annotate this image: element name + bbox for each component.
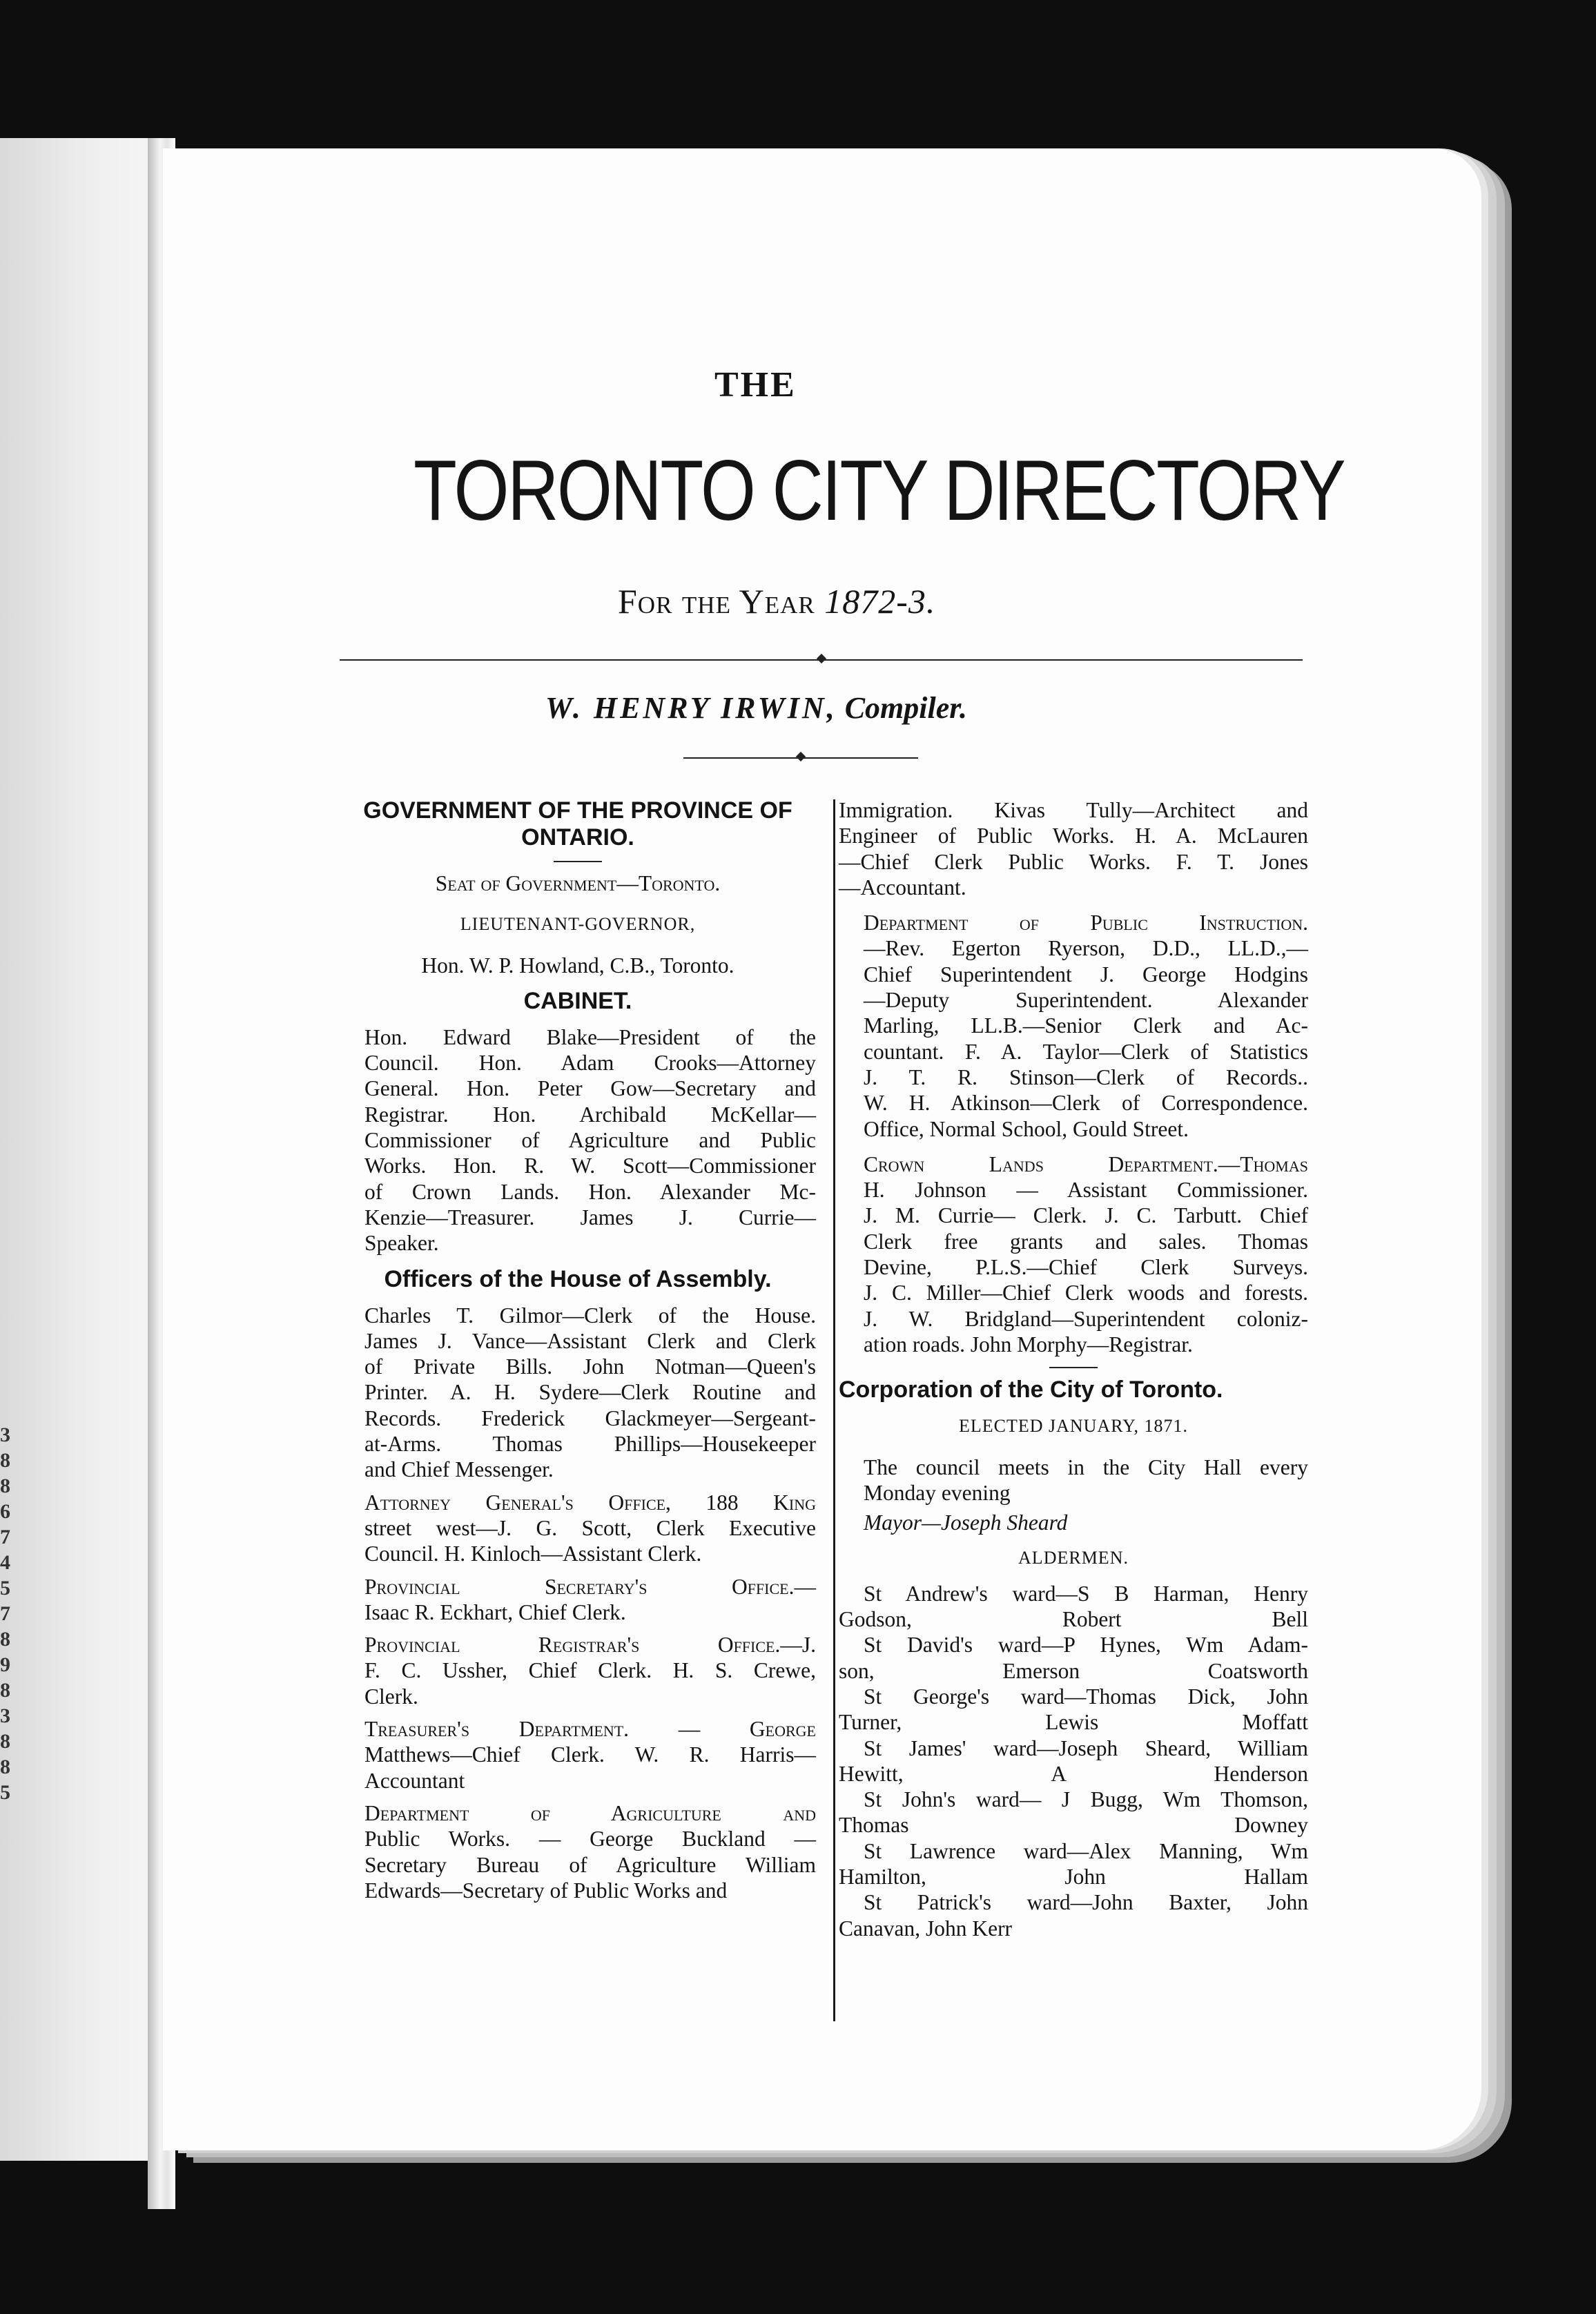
text-line: Thomas Downey <box>839 1813 1308 1838</box>
text-line: Accountant <box>364 1768 465 1793</box>
text-line: street west—J. G. Scott, Clerk Executive <box>364 1515 816 1540</box>
text-line: Turner, Lewis Moffatt <box>839 1710 1308 1735</box>
text-line: Isaac R. Eckhart, Chief Clerk. <box>364 1600 626 1624</box>
text-line: and Chief Messenger. <box>364 1457 554 1482</box>
compiler-line <box>545 690 967 726</box>
text-line: Matthews—Chief Clerk. W. R. Harris— <box>364 1742 816 1767</box>
mayor-text: Mayor—Joseph Sheard <box>864 1510 1068 1535</box>
text-line: —Rev. Egerton Ryerson, D.D., LL.D.,— <box>864 936 1308 961</box>
text-line: Clerk. <box>364 1684 418 1709</box>
edge-number: 8 <box>0 1628 10 1651</box>
crown-lands-department <box>839 1151 1308 1357</box>
mayor <box>839 1506 1308 1535</box>
text-line: son, Emerson Coatsworth <box>839 1658 1308 1683</box>
edge-number: 5 <box>0 1781 10 1804</box>
text-line: ation roads. John Morphy—Registrar. <box>864 1332 1193 1357</box>
seat-of-government: Seat of Government—Toronto. <box>435 871 721 895</box>
aldermen-list <box>839 1581 1308 1941</box>
text-line: of Crown Lands. Hon. Alexander Mc- <box>364 1179 816 1204</box>
section-rule <box>1049 1367 1098 1368</box>
text-line: Department of Public Instruction. <box>864 911 1308 935</box>
text-line: St Patrick's ward—John Baxter, John <box>864 1890 1308 1915</box>
immigration-entry <box>839 797 1308 900</box>
text-line: Council. Hon. Adam Crooks—Attorney <box>364 1051 816 1076</box>
text-line: Printer. A. H. Sydere—Clerk Routine and <box>364 1380 816 1405</box>
public-instruction-department <box>839 910 1308 1142</box>
column-divider <box>833 799 835 2021</box>
text-line: J. T. R. Stinson—Clerk of Records.. <box>864 1064 1308 1089</box>
text-line: St John's ward— J Bugg, Wm Thomson, <box>864 1787 1308 1812</box>
provincial-registrar-office <box>340 1632 816 1709</box>
text-line: J. W. Bridgland—Superintendent coloniz- <box>864 1306 1308 1331</box>
text-line: —Deputy Superintendent. Alexander <box>864 988 1308 1013</box>
officers-heading: Officers of the House of Assembly. <box>384 1265 772 1292</box>
text-line: Hon. Edward Blake—President of the <box>364 1024 816 1049</box>
text-line: Edwards—Secretary of Public Works and <box>364 1878 728 1903</box>
text-line: W. H. Atkinson—Clerk of Correspondence. <box>864 1091 1308 1116</box>
cabinet-list <box>340 1024 816 1256</box>
text-line: Records. Frederick Glackmeyer—Sergeant- <box>364 1406 816 1430</box>
text-line: H. Johnson — Assistant Commissioner. <box>864 1178 1308 1203</box>
text-line: Marling, LL.B.—Senior Clerk and Ac- <box>864 1013 1308 1038</box>
text-line: St James' ward—Joseph Sheard, William <box>864 1736 1308 1760</box>
council-meeting-info <box>839 1455 1308 1506</box>
cabinet-heading: CABINET. <box>523 987 632 1014</box>
text-line: countant. F. A. Taylor—Clerk of Statistics <box>864 1039 1308 1064</box>
aldermen-heading: ALDERMEN. <box>1018 1548 1129 1568</box>
edge-number: 8 <box>0 1730 10 1753</box>
section-rule <box>554 861 602 862</box>
treasurer-department <box>340 1716 816 1793</box>
title-article: THE <box>714 365 797 405</box>
attorney-general-office <box>340 1490 816 1567</box>
text-line: James J. Vance—Assistant Clerk and Clerk <box>364 1328 816 1353</box>
edge-page-numbers <box>0 1422 18 1805</box>
text-line: Provincial Registrar's Office.—J. <box>364 1633 816 1657</box>
officers-list <box>340 1303 816 1483</box>
elected-date: ELECTED JANUARY, 1871. <box>958 1416 1189 1437</box>
text-line: F. C. Ussher, Chief Clerk. H. S. Crewe, <box>364 1658 816 1683</box>
text-line: J. M. Currie— Clerk. J. C. Tarbutt. Chief <box>864 1203 1308 1228</box>
edge-number: 3 <box>0 1423 10 1446</box>
agriculture-department <box>340 1800 816 1903</box>
edge-number: 8 <box>0 1679 10 1702</box>
text-line: The council meets in the City Hall every <box>864 1455 1308 1479</box>
provincial-secretary-office <box>340 1574 816 1626</box>
text-line: Office, Normal School, Gould Street. <box>864 1116 1189 1141</box>
text-line: Monday evening <box>864 1480 1011 1505</box>
text-line: St Andrew's ward—S B Harman, Henry <box>864 1581 1308 1606</box>
text-line: Hamilton, John Hallam <box>839 1864 1308 1889</box>
government-heading: GOVERNMENT OF THE PROVINCE OF ONTARIO. <box>363 797 792 850</box>
text-line: St George's ward—Thomas Dick, John <box>864 1684 1308 1709</box>
text-line: Crown Lands Department.—Thomas <box>864 1151 1308 1176</box>
text-line: Attorney General's Office, 188 King <box>364 1490 816 1515</box>
text-line: of Private Bills. John Notman—Queen's <box>364 1354 816 1379</box>
text-line: Treasurer's Department. — George <box>364 1717 816 1742</box>
text-line: Department of Agriculture and <box>364 1800 816 1825</box>
compiler-role: Compiler. <box>844 691 967 725</box>
text-line: Clerk free grants and sales. Thomas <box>864 1229 1308 1254</box>
text-line: Speaker. <box>364 1231 439 1256</box>
text-line: Secretary Bureau of Agriculture William <box>364 1852 816 1877</box>
text-line: Devine, P.L.S.—Chief Clerk Surveys. <box>864 1255 1308 1280</box>
page-title: TORONTO CITY DIRECTORY <box>413 443 1345 538</box>
lieutenant-governor: Hon. W. P. Howland, C.B., Toronto. <box>421 953 734 978</box>
text-line: Immigration. Kivas Tully—Architect and <box>839 798 1308 822</box>
text-line: —Accountant. <box>839 875 966 900</box>
header-rule-top <box>340 659 1303 661</box>
text-line: Charles T. Gilmor—Clerk of the House. <box>364 1303 816 1328</box>
left-page-edge <box>0 138 160 2161</box>
text-line: General. Hon. Peter Gow—Secretary and <box>364 1076 816 1101</box>
text-line: Provincial Secretary's Office.— <box>364 1574 816 1599</box>
text-line: Godson, Robert Bell <box>839 1607 1308 1632</box>
text-line: Works. Hon. R. W. Scott—Commissioner <box>364 1154 816 1178</box>
text-line: St Lawrence ward—Alex Manning, Wm <box>864 1838 1308 1863</box>
edge-number: 3 <box>0 1704 10 1727</box>
text-line: J. C. Miller—Chief Clerk woods and forests. <box>864 1281 1308 1305</box>
edge-number: 7 <box>0 1602 10 1625</box>
left-column <box>340 797 816 1903</box>
edge-number: 4 <box>0 1551 10 1574</box>
edge-number: 9 <box>0 1653 10 1676</box>
text-line: Public Works. — George Buckland — <box>364 1827 816 1851</box>
text-line: Council. H. Kinloch—Assistant Clerk. <box>364 1542 702 1566</box>
text-line: at-Arms. Thomas Phillips—Housekeeper <box>364 1432 816 1457</box>
edge-number: 8 <box>0 1756 10 1778</box>
edge-number: 5 <box>0 1577 10 1600</box>
right-column <box>839 797 1308 1941</box>
corporation-heading: Corporation of the City of Toronto. <box>839 1377 1223 1403</box>
text-line: Kenzie—Treasurer. James J. Currie— <box>364 1205 816 1229</box>
text-line: Chief Superintendent J. George Hodgins <box>864 962 1308 986</box>
compiler-name: W. HENRY IRWIN, <box>545 691 837 725</box>
text-line: Commissioner of Agriculture and Public <box>364 1128 816 1153</box>
edge-number: 8 <box>0 1449 10 1472</box>
year-line <box>618 581 935 621</box>
text-line: Engineer of Public Works. H. A. McLauren <box>839 824 1308 848</box>
text-line: St David's ward—P Hynes, Wm Adam- <box>864 1633 1308 1657</box>
edge-number: 7 <box>0 1526 10 1548</box>
edge-number: 6 <box>0 1500 10 1523</box>
lieutenant-governor-heading: LIEUTENANT-GOVERNOR, <box>460 914 696 935</box>
text-line: Registrar. Hon. Archibald McKellar— <box>364 1102 816 1127</box>
edge-number: 8 <box>0 1475 10 1497</box>
header-rule-bottom <box>683 757 918 759</box>
text-line: Hewitt, A Henderson <box>839 1761 1308 1786</box>
year-value: 1872-3. <box>824 582 936 621</box>
text-line: —Chief Clerk Public Works. F. T. Jones <box>839 849 1308 874</box>
year-prefix: For the Year <box>618 582 815 621</box>
text-line: Canavan, John Kerr <box>839 1916 1013 1941</box>
